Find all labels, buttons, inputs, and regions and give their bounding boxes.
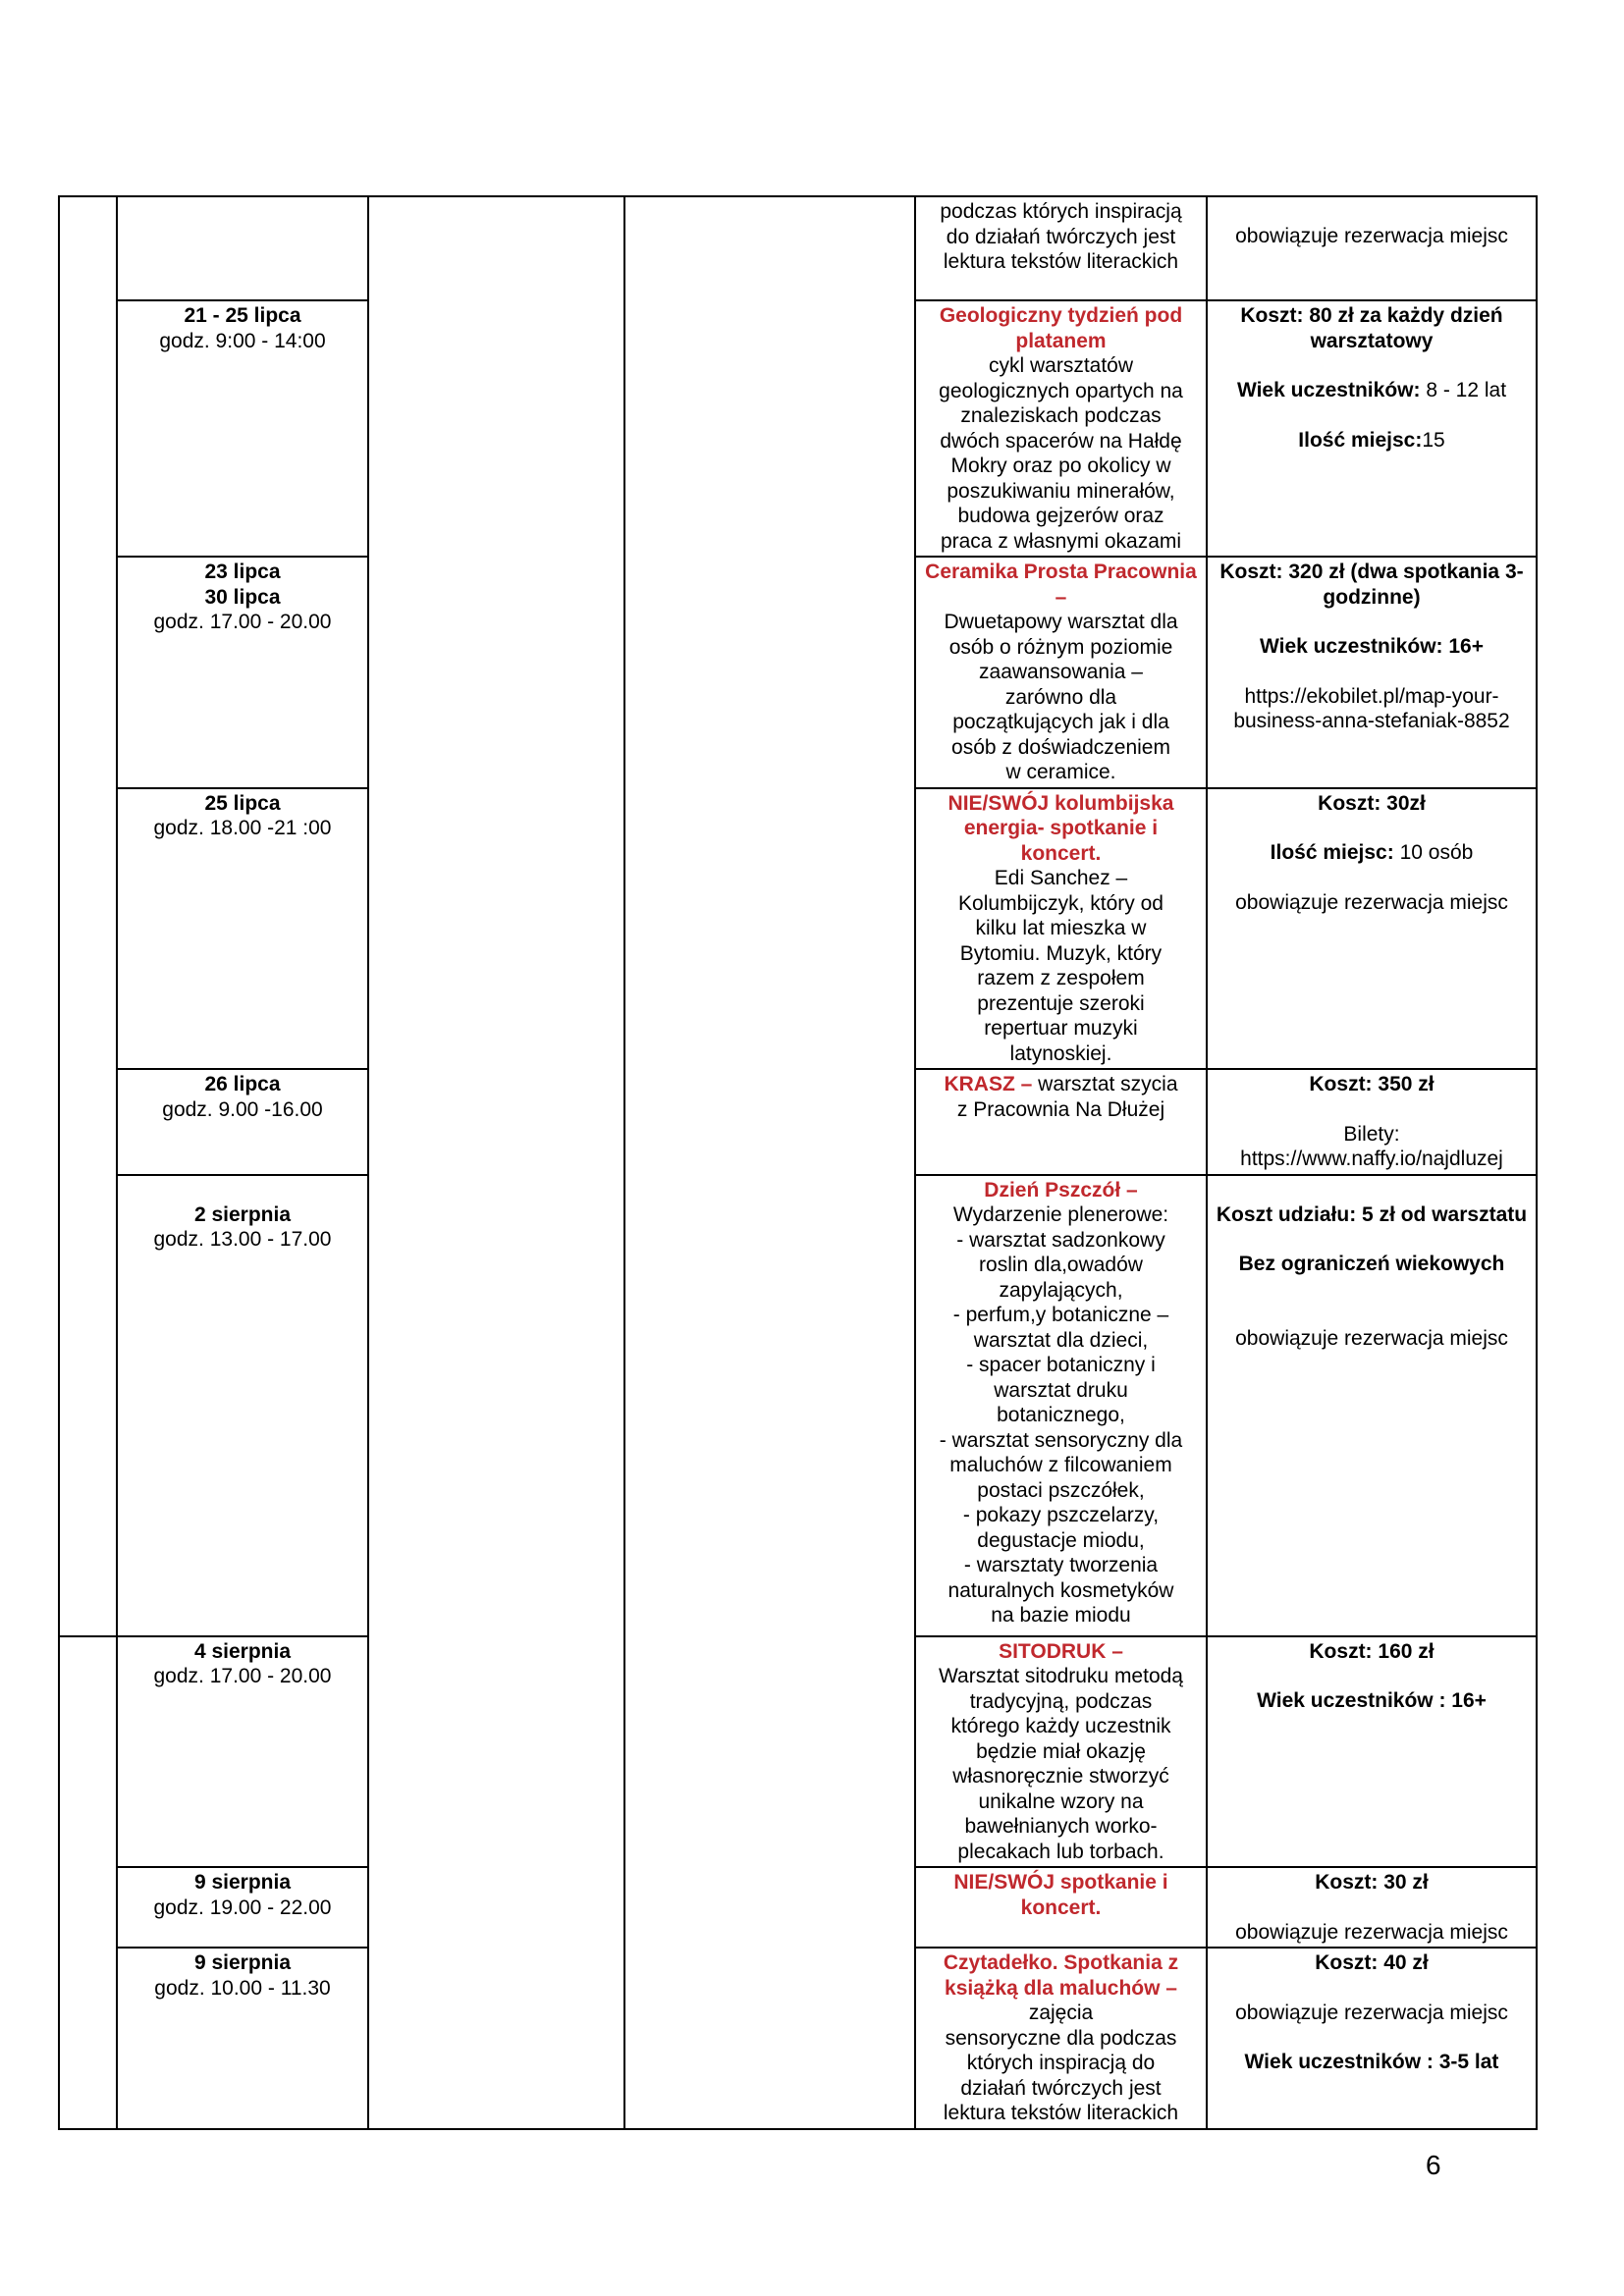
desc-line: początkujących jak i dla [952,711,1169,733]
age-label: Wiek uczestników : 3-5 lat [1244,2051,1499,2073]
cost-label: Koszt: 160 zł [1309,1639,1435,1663]
cost-label: Koszt: 40 zł [1315,1951,1429,1974]
ticket-link[interactable]: https://www.naffy.io/najdluzej [1240,1148,1503,1170]
seats-value: 10 osób [1393,841,1474,864]
desc-line: plecakach lub torbach. [957,1840,1164,1863]
event-title: Czytadełko. Spotkania z książką dla maluchów – [943,1951,1179,2000]
age-label: Bez ograniczeń wiekowych [1238,1253,1505,1275]
desc-line: bawełnianych worko- [964,1815,1158,1838]
desc-line: latynoskiej. [1009,1041,1112,1065]
desc-line: budowa gejzerów oraz [957,505,1164,527]
desc-line: z Pracownia Na Dłużej [956,1097,1165,1121]
cost-label: Koszt: 320 zł (dwa spotkania 3-godzinne) [1219,561,1524,609]
event-title: NIE/SWÓJ spotkanie i koncert. [953,1871,1168,1919]
event-title: Dzień Pszczół – [984,1178,1138,1201]
event-date: 9 sierpnia [193,1951,292,1974]
desc-line: - warsztat sadzonkowy [956,1228,1165,1252]
desc-line: poszukiwaniu minerałów, [947,479,1175,503]
desc-line: osób z doświadczeniem [951,735,1170,759]
desc-line: Bytomiu. Muzyk, który [959,941,1163,965]
event-time: godz. 18.00 -21 :00 [153,817,332,839]
event-date: 21 - 25 lipca [184,304,301,327]
desc-line: których inspiracją do [966,2052,1156,2074]
events-table [58,195,1538,2130]
info-cell [1207,1867,1537,1948]
cost-label: Koszt: 80 zł za każdy dzień warsztatowy [1240,304,1503,352]
date-cell [117,557,368,788]
event-time: godz. 10.00 - 11.30 [154,1976,331,2000]
desc-line: naturalnych kosmetyków [947,1578,1174,1602]
event-title: KRASZ – [944,1073,1033,1095]
desc-line: repertuar muzyki [984,1017,1138,1040]
desc-line: degustacje miodu, [977,1528,1145,1552]
reservation-note: obowiązuje rezerwacja miejsc [1235,225,1508,247]
desc-line: warsztat dla dzieci, [973,1328,1149,1352]
event-time: godz. 9:00 - 14:00 [159,329,326,352]
cost-label: Koszt: 30 zł [1315,1871,1429,1894]
info-cell [1207,1175,1537,1636]
desc-line: którego każdy uczestnik [950,1715,1171,1737]
info-cell [1207,1069,1537,1175]
event-date: 9 sierpnia [193,1871,292,1894]
info-cell [1207,1636,1537,1868]
description-cell [915,1636,1207,1868]
desc-line: - warsztat sensoryczny dla [939,1428,1183,1452]
page-number: 6 [1426,2150,1441,2180]
event-time: godz. 17.00 - 20.00 [153,1665,332,1687]
desc-line: Dwuetapowy warsztat dla [944,611,1178,633]
desc-line: znaleziskach podczas [960,404,1162,427]
cost-label: Koszt udziału: 5 zł od warsztatu [1216,1202,1528,1226]
age-label: Wiek uczestników: [1236,379,1421,401]
date-cell [117,1069,368,1175]
reservation-note: obowiązuje rezerwacja miejsc [1235,1920,1508,1944]
info-cell [1207,300,1537,557]
info-cell [1207,1948,1537,2129]
desc-line: tradycyjną, podczas [969,1689,1153,1713]
tickets-label: Bilety: [1343,1122,1400,1146]
description-cell [915,1069,1207,1175]
description-cell [915,196,1207,300]
desc-line: zarówno dla [1004,685,1117,709]
date-cell [117,1948,368,2129]
reservation-note: obowiązuje rezerwacja miejsc [1235,2001,1508,2024]
date-cell [117,788,368,1070]
desc-line: Wydarzenie plenerowe: [952,1203,1169,1226]
desc-line: lektura tekstów literackich [943,250,1179,273]
description-cell [915,557,1207,788]
desc-line: warsztat druku [994,1378,1128,1402]
age-label: Wiek uczestników: 16+ [1260,635,1484,658]
desc-line: działań twórczych jest [960,2076,1162,2100]
desc-line: postaci pszczółek, [977,1478,1145,1502]
reservation-note: obowiązuje rezerwacja miejsc [1235,1326,1508,1350]
event-date: 25 lipca [204,791,281,815]
cost-label: Koszt: 350 zł [1309,1073,1435,1095]
desc-line: - pokazy pszczelarzy, [962,1504,1160,1526]
desc-line: razem z zespołem [977,967,1145,989]
desc-line: Kolumbijczyk, który od [958,891,1164,915]
event-date: 4 sierpnia [193,1639,292,1663]
event-date: 26 lipca [204,1073,281,1095]
info-cell [1207,557,1537,788]
event-title: Ceramika Prosta Pracownia – [925,561,1197,609]
event-title: SITODRUK – [999,1639,1123,1663]
description-cell [915,1175,1207,1636]
desc-line: osób o różnym poziomie [948,635,1173,659]
description-cell [915,1948,1207,2129]
organizer-cell [624,196,915,2129]
description-cell [915,788,1207,1070]
desc-line: kilku lat mieszka w [975,917,1147,939]
desc-line: prezentuje szeroki [977,991,1145,1015]
event-title: NIE/SWÓJ kolumbijska energia- spotkanie i koncert. [947,791,1174,865]
reservation-note: obowiązuje rezerwacja miejsc [1235,890,1508,914]
seats-value: 15 [1422,428,1445,452]
desc-line: Mokry oraz po okolicy w [950,454,1171,477]
desc-line: cykl warsztatów [988,354,1134,377]
desc-line: na bazie miodu [991,1604,1131,1627]
seats-label: Ilość miejsc: [1270,841,1394,864]
date-cell [117,1867,368,1948]
ticket-link[interactable]: https://ekobilet.pl/map-your-business-anna-stefaniak-8852 [1233,684,1510,732]
cost-label: Koszt: 30zł [1318,791,1426,815]
event-time: godz. 19.00 - 22.00 [153,1896,332,1919]
date-cell [117,300,368,557]
event-time: godz. 9.00 -16.00 [162,1097,323,1121]
seats-label: Ilość miejsc: [1298,428,1423,452]
date-cell [117,1636,368,1868]
desc-line: Edi Sanchez – [994,867,1128,889]
desc-line: będzie miał okazję [976,1739,1146,1763]
number-cell [59,196,117,1636]
event-time: godz. 17.00 - 20.00 [153,611,332,633]
event-title-suffix: warsztat szycia [1032,1073,1178,1095]
desc-line: - warsztaty tworzenia [963,1554,1159,1576]
info-cell [1207,196,1537,300]
age-value: 8 - 12 lat [1420,379,1507,401]
desc-line: dwóch spacerów na Hałdę [940,429,1182,453]
desc-line: własnoręcznie stworzyć [952,1765,1169,1788]
desc-line: podczas których inspiracją [940,200,1182,223]
event-date: 23 lipca [204,561,281,583]
desc-line: maluchów z filcowaniem [949,1454,1172,1476]
desc-line: w ceramice. [1005,761,1116,783]
event-title: Geologiczny tydzień pod platanem [939,304,1183,352]
info-cell [1207,788,1537,1070]
desc-line: zaawansowania – [979,661,1143,683]
event-date: 2 sierpnia [193,1202,292,1226]
number-cell [59,1636,117,2129]
event-time: godz. 13.00 - 17.00 [153,1228,332,1251]
description-cell [915,1867,1207,1948]
desc-line: sensoryczne dla podczas [945,2026,1177,2050]
event-date: 30 lipca [204,585,281,609]
desc-line: botanicznego, [997,1404,1125,1426]
event-title-suffix: zajęcia [1028,2002,1094,2024]
desc-line: lektura tekstów literackich [943,2102,1179,2124]
desc-line: praca z własnymi okazami [940,529,1182,553]
desc-line: roslin dla,owadów [979,1254,1143,1276]
desc-line: Warsztat sitodruku metodą [939,1665,1183,1687]
desc-line: geologicznych opartych na [939,379,1183,402]
date-cell [117,196,368,300]
desc-line: do działań twórczych jest [946,225,1176,248]
date-cell [117,1175,368,1636]
table-row [59,196,1537,300]
place-cell [368,196,624,2129]
desc-line: unikalne wzory na [978,1789,1144,1813]
desc-line: - perfum,y botaniczne – [952,1304,1169,1326]
description-cell [915,300,1207,557]
desc-line: - spacer botaniczny i [966,1354,1156,1376]
age-label: Wiek uczestników : 16+ [1257,1689,1487,1712]
desc-line: zapylających, [999,1278,1123,1302]
